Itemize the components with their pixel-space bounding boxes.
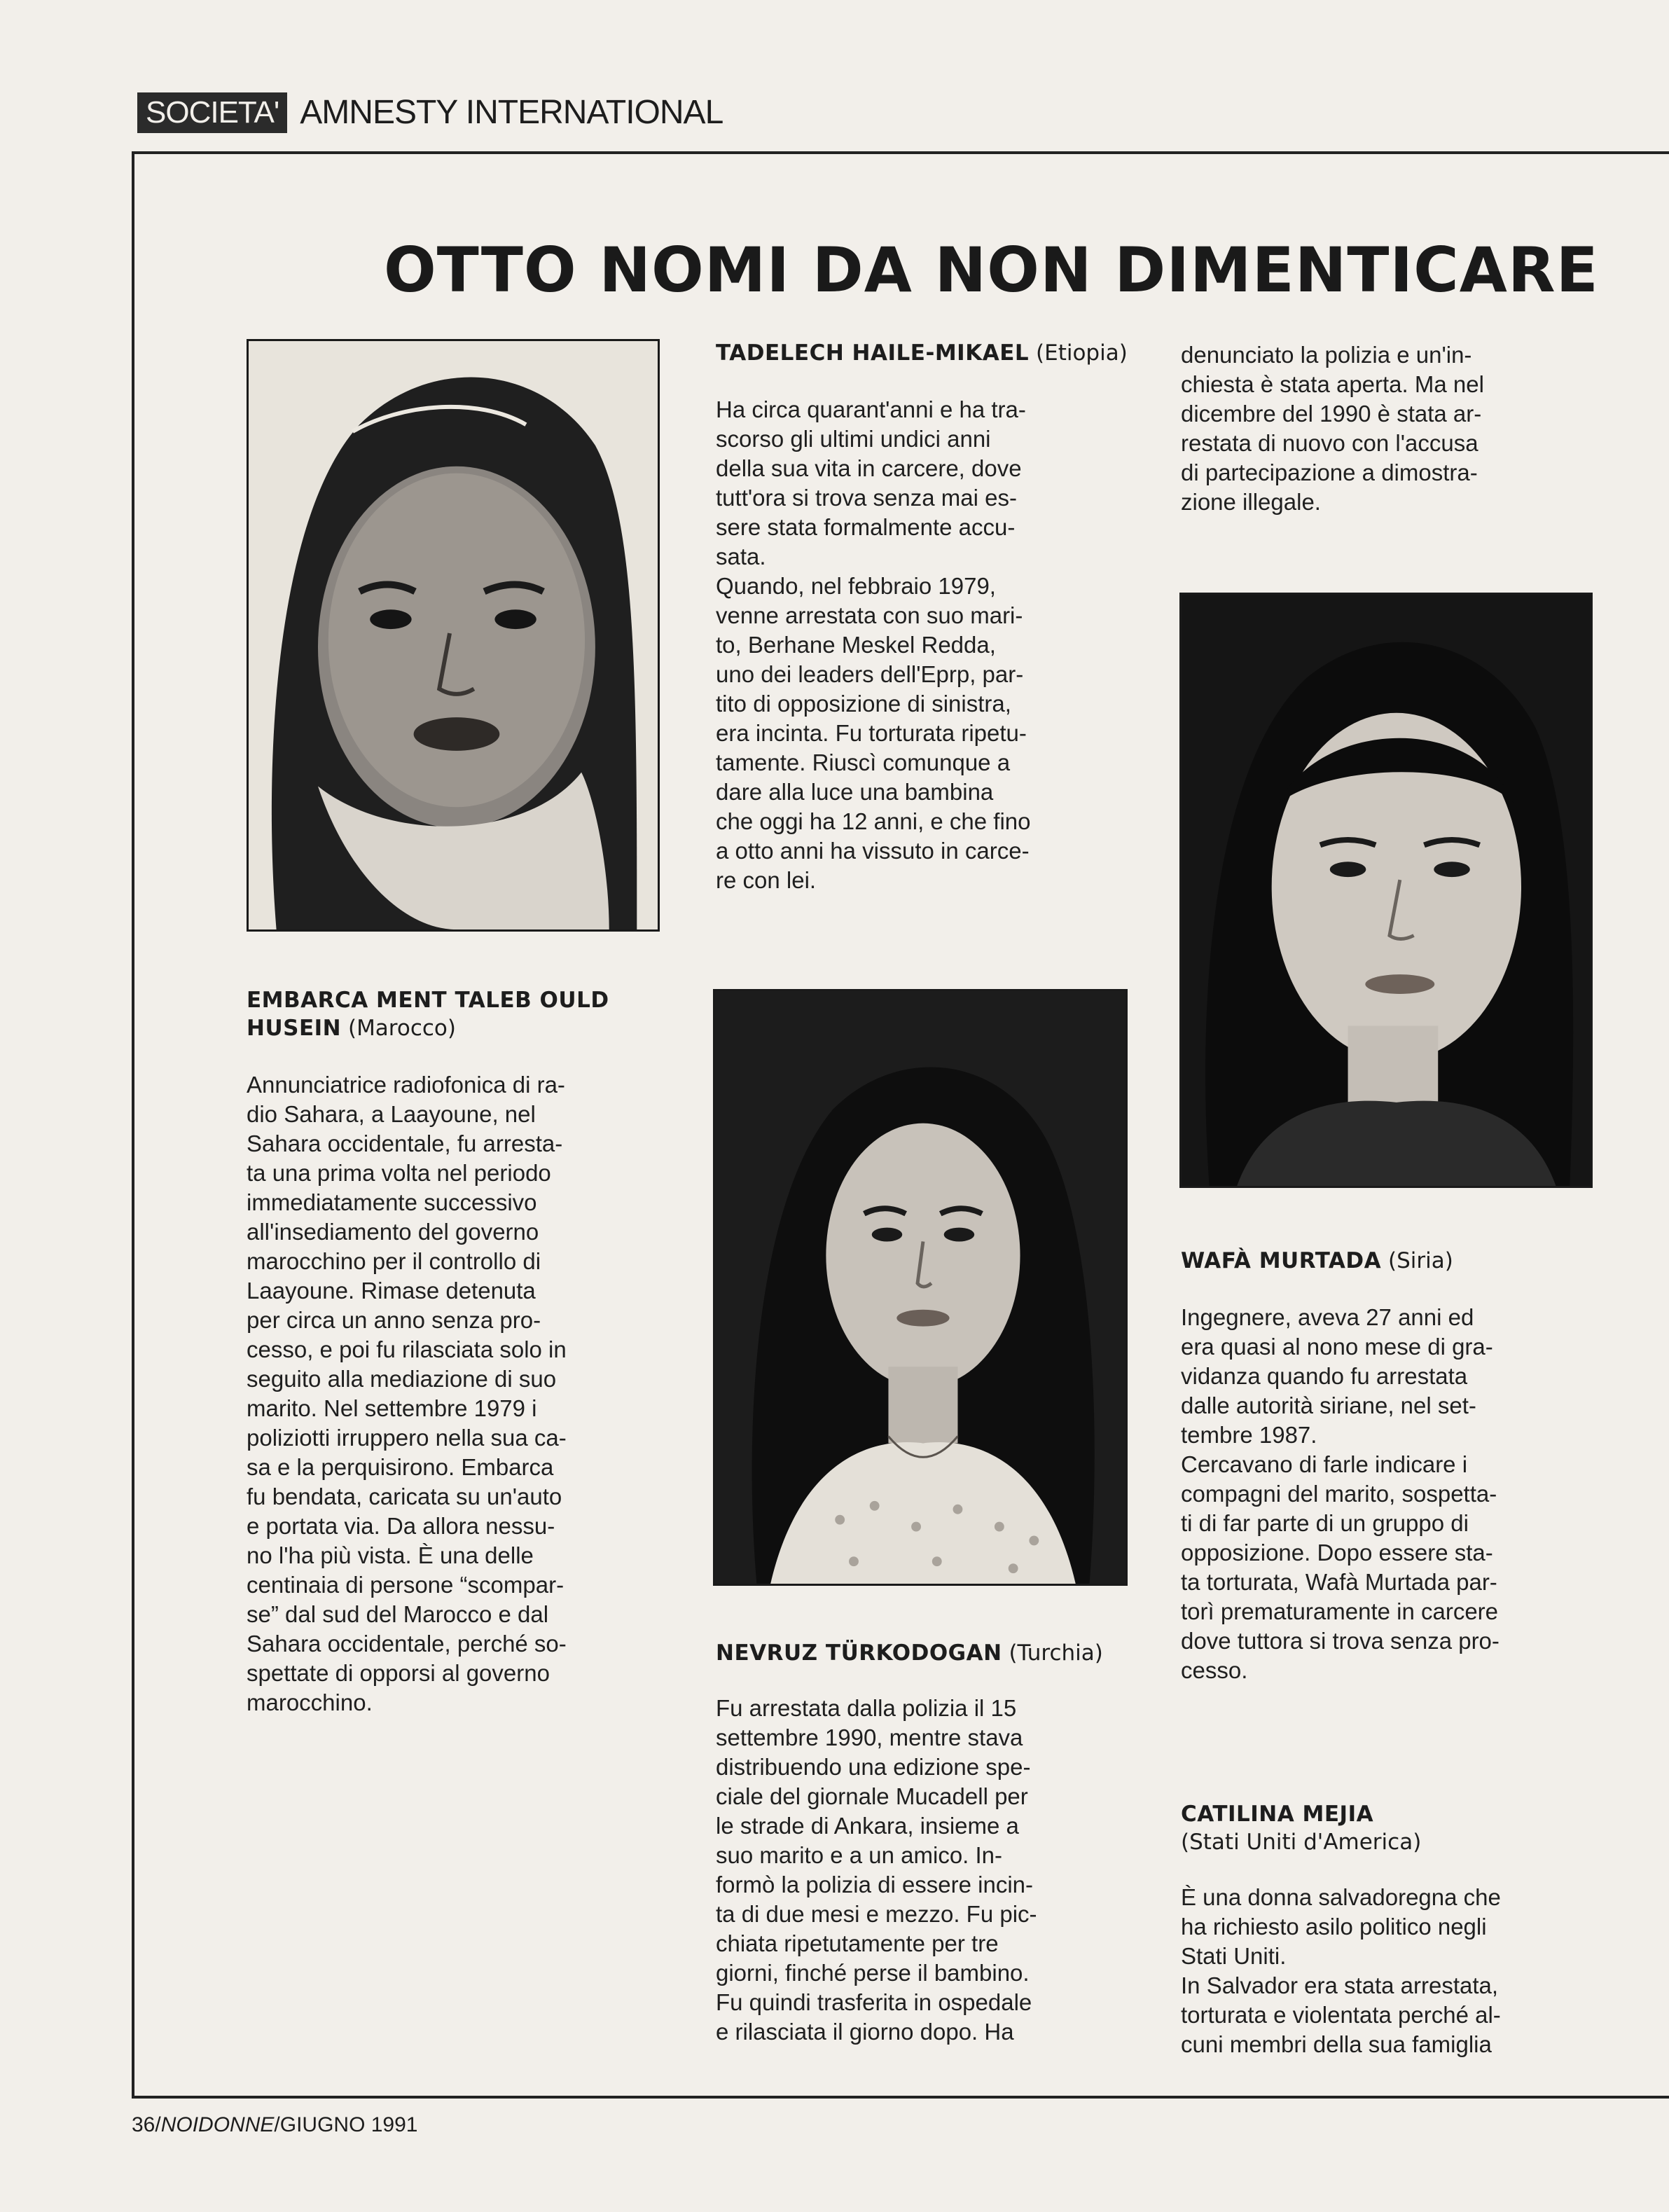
page-footer [132,2113,417,2138]
page-number: 36/ [132,2113,161,2136]
name-embarca-line1: EMBARCA MENT TALEB OULD [247,988,609,1013]
photo-embarca [247,339,660,932]
country-nevruz: (Turchia) [1009,1640,1103,1666]
text-embarca: Annunciatrice radiofonica di ra- dio Sahara, a Laayoune, nel Sahara occidentale, fu arresta- ta una prima volta nel periodo immediatamente successivo all'insediamento del governo marocchino per il controllo di Laayoune. Rimase detenuta per circa un anno senza pro- cesso, e poi fu rilasciata solo in seguito alla mediazione di suo marito. Nel settembre 1979 i poliziotti irruppero nella sua ca- sa e la perquisirono. Embarca fu bendata, caricata su un'auto e portata via. Da allora nessu- no l'ha più vista. È una delle centinaia di persone “scompar- se” dal sud del Marocco e dal Sahara occidentale, perché so- spettate di opporsi al governo marocchino. [247,1072,567,1715]
issue-date: /GIUGNO 1991 [274,2113,418,2136]
text-wafa: Ingegnere, aveva 27 anni ed era quasi al nono mese di gra- vidanza quando fu arrestata dalle autorità siriane, nel set- tembre 1987. Cercavano di farle indicare i compagni del marito, sospetta- ti di far parte di un gruppo di opposizione. Dopo essere sta- ta torturata, Wafà Murtada par- torì prematuramente in carcere dove tuttora si trova senza pro- cesso. [1181,1304,1500,1683]
text-nevruz: Fu arrestata dalla polizia il 15 settembre 1990, mentre stava distribuendo una edizione spe- ciale del giornale Mucadell per le strade di Ankara, insieme a suo marito e a un amico. In- formò la polizia di essere incin- ta di due mesi e mezzo. Fu pic- chiata ripetutamente per tre giorni, finché perse il bambino. Fu quindi trasferita in ospedale e rilasciata il giorno dopo. Ha [716,1695,1037,2045]
name-nevruz-bold: NEVRUZ TÜRKODOGAN [716,1640,1002,1666]
name-wafa [1181,1247,1601,1275]
text-catilina: È una donna salvadoregna che ha richiesto asilo politico negli Stati Uniti. In Salvador era stata arrestata, torturata e violentata perché al- cuni membri della sua famiglia [1181,1884,1501,2057]
photo-wafa [1179,593,1593,1188]
magazine-name: NOIDONNE [160,2113,275,2136]
section-title: AMNESTY INTERNATIONAL [300,94,723,131]
name-wafa-bold: WAFÀ MURTADA [1181,1248,1382,1273]
country-catilina: (Stati Uniti d'America) [1181,1830,1422,1855]
text-tadelech: Ha circa quarant'anni e ha tra- scorso gli ultimi undici anni della sua vita in carcere, dove tutt'ora si trova senza mai es- sere stata formalmente accu- sata. Quando, nel febbraio 1979, venne arrestata con suo mari- to, Berhane Meskel Redda, uno dei leaders dell'Eprp, par- tito di opposizione di sinistra, era incinta. Fu torturata ripetu- tamente. Riuscì comunque a dare alla luce una bambina che oggi ha 12 anni, e che fino a otto anni ha vissuto in carce- re con lei. [716,396,1031,893]
name-tadelech [716,339,1136,367]
country-wafa: (Siria) [1388,1248,1453,1273]
photo-nevruz [713,989,1128,1586]
text-nevruz-continued: denunciato la polizia e un'in- chiesta è stata aperta. Ma nel dicembre del 1990 è stata ar- restata di nuovo con l'accusa di partecipazione a dimostra- zione illegale. [1181,342,1484,515]
name-tadelech-bold: TADELECH HAILE-MIKAEL [716,340,1030,366]
name-catilina-bold: CATILINA MEJIA [1181,1802,1374,1827]
page-header [137,92,723,133]
country-tadelech: (Etiopia) [1036,340,1128,366]
name-nevruz [716,1639,1136,1667]
name-catilina [1181,1800,1601,1856]
name-embarca [247,986,667,1042]
name-embarca-line2: HUSEIN [247,1016,342,1041]
article-headline: OTTO NOMI DA NON DIMENTICARE [384,234,1599,306]
section-tag: SOCIETA' [137,92,287,133]
country-embarca: (Marocco) [347,1016,456,1041]
